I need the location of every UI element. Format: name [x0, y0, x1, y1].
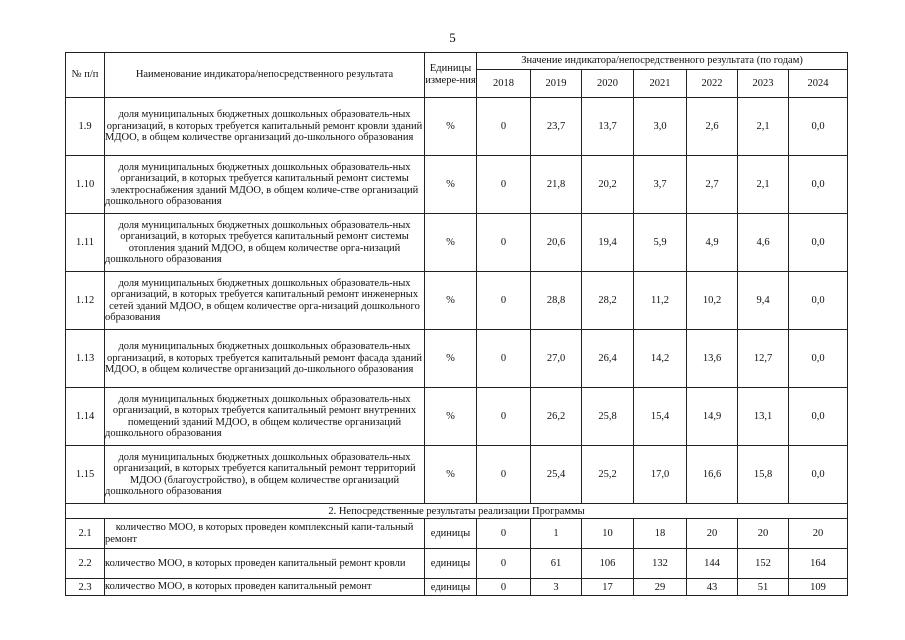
row-number: 1.14	[66, 388, 105, 446]
value-cell: 28,2	[582, 272, 634, 330]
value-cell: 1	[531, 519, 582, 549]
value-cell: 15,4	[634, 388, 687, 446]
indicator-name: доля муниципальных бюджетных дошкольных образователь-ных организаций, в которых требуется капитальный ремонт фасада зданий МДОО, в общем количестве организаций до-школьного образования	[105, 330, 425, 388]
value-cell: 4,6	[738, 214, 789, 272]
value-cell: 27,0	[531, 330, 582, 388]
unit-cell: %	[425, 330, 477, 388]
table-row	[66, 156, 848, 214]
value-cell: 0,0	[789, 330, 848, 388]
value-cell: 4,9	[687, 214, 738, 272]
value-cell: 0,0	[789, 272, 848, 330]
table-row	[66, 272, 848, 330]
row-number: 1.11	[66, 214, 105, 272]
value-cell: 164	[789, 549, 848, 579]
indicator-name: доля муниципальных бюджетных дошкольных образователь-ных организаций, в которых требуется капитальный ремонт кровли зданий МДОО, в общем количестве организаций до-школьного образования	[105, 98, 425, 156]
value-cell: 19,4	[582, 214, 634, 272]
value-cell: 20,2	[582, 156, 634, 214]
value-cell: 26,4	[582, 330, 634, 388]
value-cell: 61	[531, 549, 582, 579]
indicator-name: количество МОО, в которых проведен комплексный капи-тальный ремонт	[105, 519, 425, 549]
header-year: 2019	[531, 70, 582, 98]
header-name: Наименование индикатора/непосредственного результата	[105, 53, 425, 98]
value-cell: 12,7	[738, 330, 789, 388]
unit-cell: единицы	[425, 579, 477, 596]
value-cell: 20,6	[531, 214, 582, 272]
value-cell: 0,0	[789, 446, 848, 504]
page-number: 5	[449, 30, 456, 45]
value-cell: 2,7	[687, 156, 738, 214]
value-cell: 18	[634, 519, 687, 549]
value-cell: 25,2	[582, 446, 634, 504]
value-cell: 2,1	[738, 156, 789, 214]
value-cell: 109	[789, 579, 848, 596]
value-cell: 11,2	[634, 272, 687, 330]
value-cell: 144	[687, 549, 738, 579]
value-cell: 0	[477, 446, 531, 504]
row-number: 2.1	[66, 519, 105, 549]
value-cell: 17,0	[634, 446, 687, 504]
value-cell: 25,8	[582, 388, 634, 446]
value-cell: 25,4	[531, 446, 582, 504]
indicator-name: доля муниципальных бюджетных дошкольных образователь-ных организаций, в которых требуется капитальный ремонт внутренних помещений зданий МДОО, в общем количестве организаций дошкольного образования	[105, 388, 425, 446]
table-row	[66, 388, 848, 446]
value-cell: 20	[789, 519, 848, 549]
value-cell: 13,1	[738, 388, 789, 446]
header-values-title: Значение индикатора/непосредственного результата (по годам)	[477, 53, 848, 70]
value-cell: 3,0	[634, 98, 687, 156]
table-body	[66, 98, 848, 596]
row-number: 2.3	[66, 579, 105, 596]
indicator-name: количество МОО, в которых проведен капитальный ремонт кровли	[105, 549, 425, 579]
header-year: 2024	[789, 70, 848, 98]
value-cell: 20	[738, 519, 789, 549]
value-cell: 51	[738, 579, 789, 596]
section-row	[66, 504, 848, 519]
indicator-name: доля муниципальных бюджетных дошкольных образователь-ных организаций, в которых требуется капитальный ремонт системы отопления зданий МДОО, в общем количестве орга-низаций дошкольного образования	[105, 214, 425, 272]
unit-cell: единицы	[425, 519, 477, 549]
row-number: 2.2	[66, 549, 105, 579]
table-row	[66, 98, 848, 156]
value-cell: 0,0	[789, 98, 848, 156]
value-cell: 0	[477, 156, 531, 214]
value-cell: 0	[477, 330, 531, 388]
value-cell: 10,2	[687, 272, 738, 330]
table-row	[66, 519, 848, 549]
value-cell: 29	[634, 579, 687, 596]
indicators-table	[65, 52, 848, 596]
value-cell: 152	[738, 549, 789, 579]
header-year: 2018	[477, 70, 531, 98]
value-cell: 106	[582, 549, 634, 579]
header-year: 2020	[582, 70, 634, 98]
indicator-name: доля муниципальных бюджетных дошкольных образователь-ных организаций, в которых требуется капитальный ремонт инженерных сетей зданий МДОО, в общем количестве орга-низаций дошкольного образования	[105, 272, 425, 330]
value-cell: 5,9	[634, 214, 687, 272]
unit-cell: %	[425, 388, 477, 446]
unit-cell: %	[425, 98, 477, 156]
table-row	[66, 214, 848, 272]
value-cell: 16,6	[687, 446, 738, 504]
table-row	[66, 330, 848, 388]
indicator-name: доля муниципальных бюджетных дошкольных образователь-ных организаций, в которых требуется капитальный ремонт системы электроснабжения зданий МДОО, в общем количе-стве организаций дошкольного образования	[105, 156, 425, 214]
value-cell: 0,0	[789, 214, 848, 272]
table-row	[66, 579, 848, 596]
header-year: 2023	[738, 70, 789, 98]
value-cell: 2,1	[738, 98, 789, 156]
header-year: 2022	[687, 70, 738, 98]
indicator-name: доля муниципальных бюджетных дошкольных образователь-ных организаций, в которых требуется капитальный ремонт территорий МДОО (благоустройство), в общем количестве организаций дошкольного образования	[105, 446, 425, 504]
value-cell: 20	[687, 519, 738, 549]
value-cell: 0	[477, 98, 531, 156]
value-cell: 14,2	[634, 330, 687, 388]
row-number: 1.15	[66, 446, 105, 504]
section-title: 2. Непосредственные результаты реализации Программы	[66, 504, 848, 519]
value-cell: 13,7	[582, 98, 634, 156]
header-unit: Единицы измере-ния	[425, 53, 477, 98]
value-cell: 0	[477, 549, 531, 579]
value-cell: 21,8	[531, 156, 582, 214]
value-cell: 23,7	[531, 98, 582, 156]
row-number: 1.9	[66, 98, 105, 156]
header-num: № п/п	[66, 53, 105, 98]
value-cell: 43	[687, 579, 738, 596]
value-cell: 132	[634, 549, 687, 579]
value-cell: 15,8	[738, 446, 789, 504]
value-cell: 0,0	[789, 156, 848, 214]
value-cell: 26,2	[531, 388, 582, 446]
value-cell: 17	[582, 579, 634, 596]
value-cell: 9,4	[738, 272, 789, 330]
table-row	[66, 549, 848, 579]
row-number: 1.12	[66, 272, 105, 330]
value-cell: 13,6	[687, 330, 738, 388]
value-cell: 28,8	[531, 272, 582, 330]
unit-cell: %	[425, 214, 477, 272]
unit-cell: %	[425, 446, 477, 504]
row-number: 1.13	[66, 330, 105, 388]
unit-cell: %	[425, 156, 477, 214]
value-cell: 2,6	[687, 98, 738, 156]
value-cell: 0	[477, 519, 531, 549]
header-year: 2021	[634, 70, 687, 98]
value-cell: 14,9	[687, 388, 738, 446]
value-cell: 0,0	[789, 388, 848, 446]
unit-cell: %	[425, 272, 477, 330]
value-cell: 0	[477, 579, 531, 596]
indicator-name: количество МОО, в которых проведен капитальный ремонт	[105, 579, 425, 596]
value-cell: 3,7	[634, 156, 687, 214]
value-cell: 0	[477, 272, 531, 330]
value-cell: 10	[582, 519, 634, 549]
row-number: 1.10	[66, 156, 105, 214]
unit-cell: единицы	[425, 549, 477, 579]
value-cell: 3	[531, 579, 582, 596]
value-cell: 0	[477, 214, 531, 272]
value-cell: 0	[477, 388, 531, 446]
table-row	[66, 446, 848, 504]
